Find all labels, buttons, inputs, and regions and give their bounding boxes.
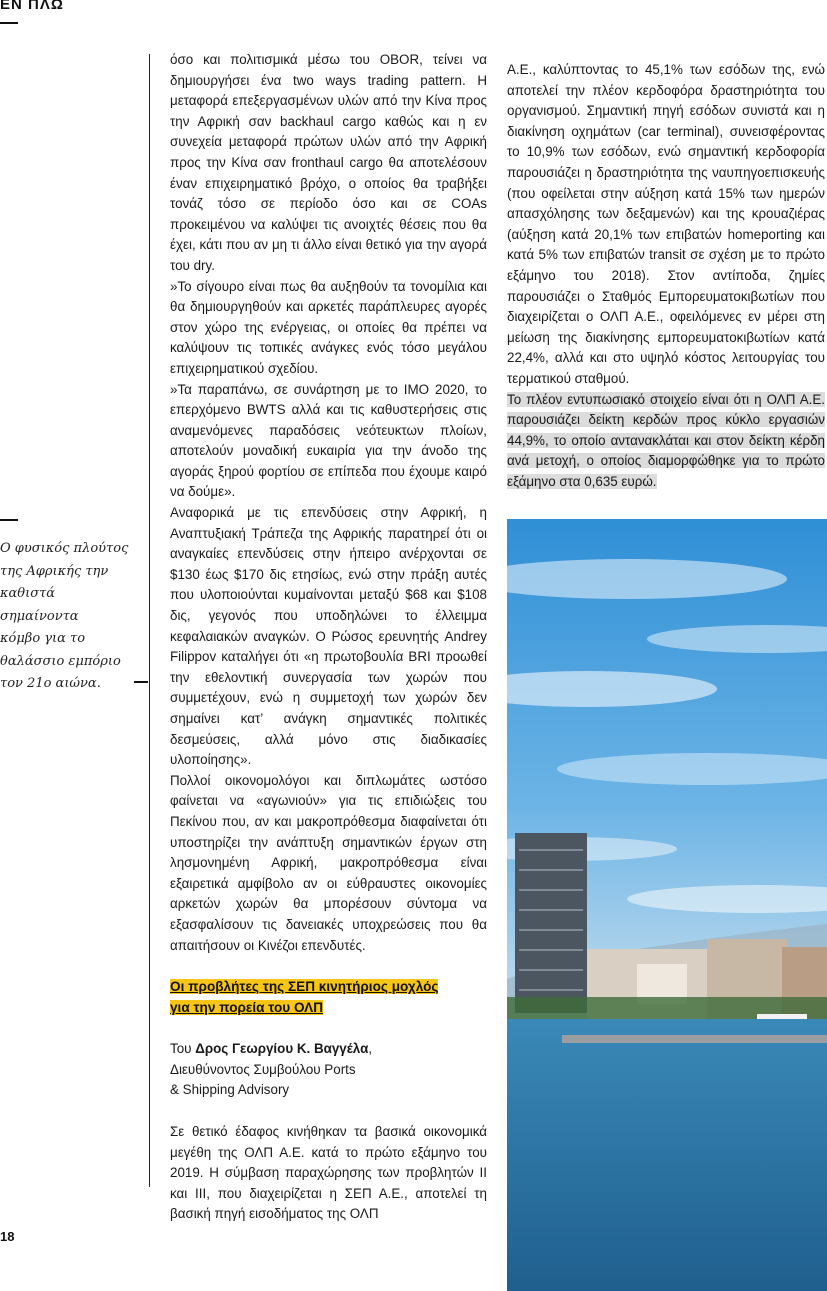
- port-photo-illustration: [507, 519, 827, 1291]
- article-column-1: [170, 50, 487, 1225]
- paragraph: »Το σίγουρο είναι πως θα αυξηθούν τα τονομίλια και θα δημιουργηθούν και αρκετές παράπλευρες αγορές στον χώρο της ενέργειας, οι οποίες θα πρέπει να καλύψουν τις τοπικές ανάγκες ενός τόσο μεγάλου επιχειρηματικού σχεδίου.: [170, 278, 487, 376]
- sea: [507, 1019, 827, 1291]
- paragraph: Πολλοί οικονομολόγοι και διπλωμάτες ωστόσο φαίνεται να «αγωνιούν» για τις επιδιώξεις του Πεκίνου που, αν και μακροπρόθεσμα διαφαίνεται ότι υποστηρίζει την ανάπτυξη σημαντικών έργων στη λησμονημένη Αφρική, μακροπρόθεσμα είναι εξαιρετικά αμφίβολο αν οι εύθραυστες οικονομίες αρκετών χωρών θα μπορέσουν σύντομα να εξασφαλίσουν τις δανειακές υποχρεώσεις που θα απαιτήσουν οι Κινέζοι επενδυτές.: [170, 772, 487, 953]
- pullquote-line: τον 21ο αιώνα.: [0, 676, 101, 691]
- pullquote-line: καθιστά σημαίνοντα: [0, 586, 79, 624]
- port-photo: [507, 519, 827, 1291]
- column-rule: [149, 54, 150, 1187]
- byline-role: Διευθύνοντος Συμβούλου Ports: [170, 1061, 356, 1077]
- subsection-heading: [170, 976, 487, 1018]
- byline-prefix: Του: [170, 1041, 196, 1057]
- tower: [515, 833, 587, 1013]
- highlight-text: Το πλέον εντυπωσιακό στοιχείο είναι ότι η ΟΛΠ Α.Ε. παρουσιάζει δείκτη κερδών προς κύκλο εργασιών 44,9%, το οποίο αντανακλάται και στον δείκτη κέρδη ανά μετοχή, ο οποίος διαμορφώθηκε για το πρώτο εξάμηνο στα 0,635 ευρώ.: [507, 391, 825, 489]
- pullquote-line: Ο φυσικός πλούτος: [0, 541, 129, 556]
- pullquote: [0, 538, 135, 696]
- pullquote-dash: [0, 519, 18, 521]
- pullquote-line: της Αφρικής την: [0, 563, 109, 579]
- byline-role: & Shipping Advisory: [170, 1082, 290, 1098]
- byline-author: Δρος Γεωργίου Κ. Βαγγέλα: [195, 1041, 369, 1057]
- pullquote-tick: [134, 681, 148, 683]
- article-column-2: [507, 60, 825, 492]
- page-number: 18: [0, 1229, 15, 1244]
- paragraph: »Τα παραπάνω, σε συνάρτηση με το IMO 2020, το επερχόμενο BWTS αλλά και τις καθυστερήσεις στις αναμενόμενες παραδόσεις νεότευκτων πλοίων, αποτελούν μοναδική ευκαιρία για την άνοδο της αγοράς ξηρού φορτίου σε επίπεδα που έχουμε καιρό να δούμε».: [170, 381, 487, 500]
- quay: [562, 1035, 827, 1043]
- paragraph: Σε θετικό έδαφος κινήθηκαν τα βασικά οικονομικά μεγέθη της ΟΛΠ Α.Ε. κατά το πρώτο εξάμηνο του 2019. Η σύμβαση παραχώρησης των προβλητών ΙΙ και ΙΙΙ, που διαχειρίζεται η ΣΕΠ Α.Ε., αποτελεί τη βασική πηγή εισοδήματος της ΟΛΠ: [170, 1123, 487, 1222]
- paragraph: όσο και πολιτισμικά μέσω του OBOR, τείνει να δημιουργήσει ένα two ways trading pattern. Η μεταφορά επεξεργασμένων υλών από την Κίνα προς την Αφρική σαν backhaul cargo καθώς και η εν συνεχεία μεταφορά πρώτων υλών από την Αφρική προς την Κίνα σαν fronthaul cargo θα αποτελέσουν έναν επιχειρηματικό βρόχο, ο οποίος θα τραβήξει τονάζ τόσο σε περίοδο όσο και σε COAs προκειμένου να καλύψει τις ανοιχτές θέσεις που θα έχει, κάτι που αν μη τι άλλο είναι θετικό για την αγορά του dry.: [170, 52, 487, 273]
- section-label: ΕΝ ΠΛΩ: [0, 0, 64, 13]
- heading-line: Οι προβλήτες της ΣΕΠ κινητήριος μοχλός: [170, 979, 439, 995]
- heading-line: για την πορεία του ΟΛΠ: [170, 1000, 324, 1016]
- section-dash: [0, 22, 18, 24]
- paragraph: Α.Ε., καλύπτοντας το 45,1% των εσόδων της, ενώ αποτελεί την πλέον κερδοφόρα δραστηριότητα του οργανισμού. Σημαντική πηγή εσόδων συνιστά και η διακίνηση οχημάτων (car terminal), συνεισφέροντας το 10,9% των εσόδων, ενώ σημαντική κερδοφορία παρουσιάζει η δραστηριότητα της ναυπηγοεπισκευής (που οφείλεται στην αύξηση κατά 15% των ημερών απασχόλησης των δεξαμενών) και της κρουαζιέρας (αύξηση κατά 20,1% των επιβατών homeporting και κατά 5% των επιβατών transit σε σχέση με το πρώτο εξάμηνο του 2018). Στον αντίποδα, ζημίες παρουσιάζει ο Σταθμός Εμπορευματοκιβωτίων που διαχειρίζεται ο ΟΛΠ Α.Ε., οφειλόμενες εν μέρει στη μείωση της διακίνησης εμπορευματοκιβωτίων κατά 22,4%, αλλά και στο υψηλό κόστος λειτουργίας του τερματικού σταθμού.: [507, 62, 825, 386]
- highlighted-paragraph: [507, 390, 825, 493]
- byline-suffix: ,: [368, 1041, 373, 1057]
- byline: [170, 1039, 487, 1101]
- paragraph: Αναφορικά με τις επενδύσεις στην Αφρική, η Αναπτυξιακή Τράπεζα της Αφρικής παρατηρεί ότι οι αναγκαίες επενδύσεις στην ήπειρο ανέρχονται σε $130 έως $170 δις ετησίως, ενώ στην πράξη αυτές που υλοποιούνται κυμαίνονται μεταξύ $68 και $108 δις, γεγονός που υποδηλώνει το έλλειμμα κεφαλαιακών αναγκών. Ο Ρώσος ερευνητής Andrey Filippov καταλήγει ότι «η πρωτοβουλία BRI προωθεί την εθελοντική συνεργασία των χωρών που συμμετέχουν, ενώ η συμμετοχή των χωρών δεν σημαίνει κατ’ ανάγκη σημαντικές πολιτικές δεσμεύσεις, αλλά μόνο στις διαδικασίες υλοποίησης».: [170, 505, 487, 768]
- pullquote-line: θαλάσσιο εμπόριο: [0, 653, 121, 669]
- pullquote-line: κόμβο για το: [0, 631, 86, 646]
